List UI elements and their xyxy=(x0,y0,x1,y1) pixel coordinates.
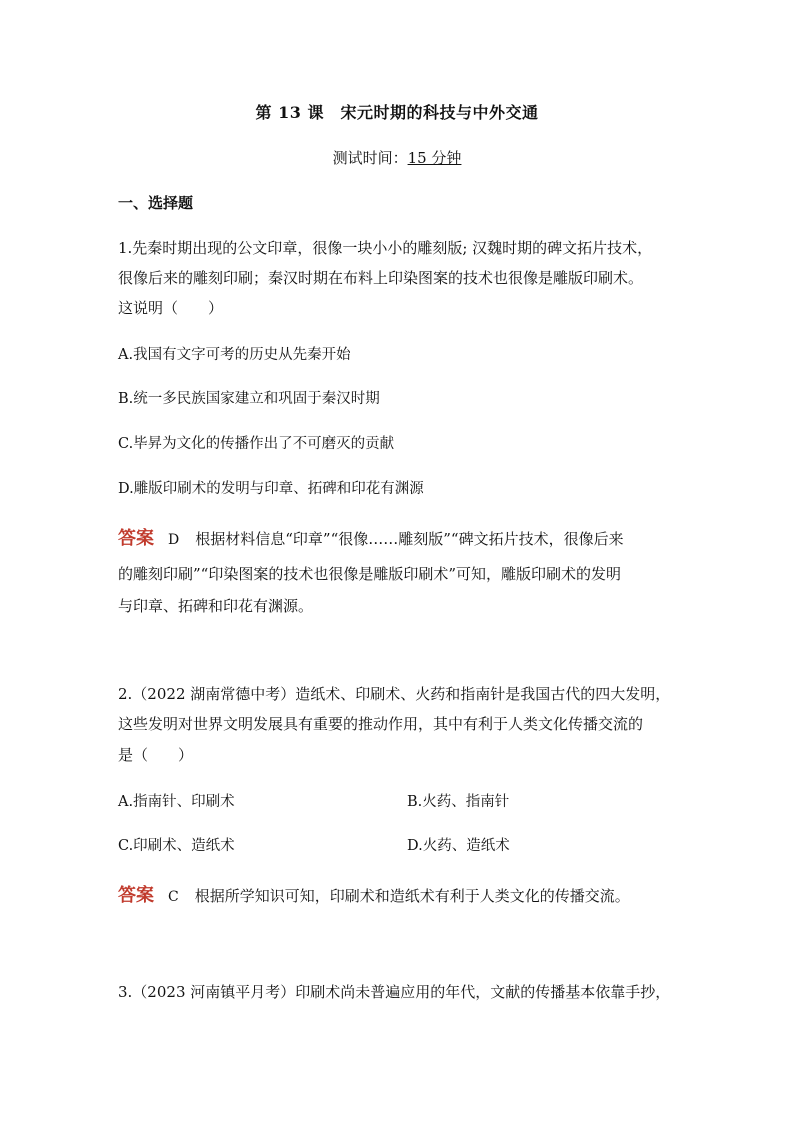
q3-line-1: 3.（2023 河南镇平月考）印刷术尚未普遍应用的年代，文献的传播基本依靠手抄， xyxy=(118,983,671,1001)
q1-option-d: D.雕版印刷术的发明与印章、拓碑和印花有渊源 xyxy=(118,481,424,497)
q1-answer-label: 答案 xyxy=(118,528,154,549)
q2-option-a: A.指南针、印刷术 xyxy=(118,794,235,810)
test-time xyxy=(0,147,794,168)
q1-line-1: 1.先秦时期出现的公文印章，很像一块小小的雕刻版; 汉魏时期的碑文拓片技术， xyxy=(118,239,653,257)
q2-option-d: D.火药、造纸术 xyxy=(407,838,510,854)
q1-option-b: B.统一多民族国家建立和巩固于秦汉时期 xyxy=(118,391,380,407)
q2-line-2: 这些发明对世界文明发展具有重要的推动作用，其中有利于人类文化传播交流的 xyxy=(118,715,644,733)
test-time-value: 15 分钟 xyxy=(407,149,462,167)
q2-answer xyxy=(118,881,630,907)
q1-answer-line-2: 的雕刻印刷”“印染图案的技术也很像是雕版印刷术”可知，雕版印刷术的发明 xyxy=(118,565,622,583)
q1-option-c: C.毕昇为文化的传播作出了不可磨灭的贡献 xyxy=(118,436,395,452)
q1-line-3: 这说明（ ） xyxy=(118,299,224,317)
q1-line-2: 很像后来的雕刻印刷；秦汉时期在布料上印染图案的技术也很像是雕版印刷术。 xyxy=(118,269,644,287)
q1-answer xyxy=(118,524,624,550)
q1-answer-line-3: 与印章、拓碑和印花有渊源。 xyxy=(118,597,314,615)
q2-line-1: 2.（2022 湖南常德中考）造纸术、印刷术、火药和指南针是我国古代的四大发明， xyxy=(118,685,671,703)
q1-answer-letter: D xyxy=(168,532,180,548)
q1-option-a: A.我国有文字可考的历史从先秦开始 xyxy=(118,347,351,363)
q2-answer-text-1: 根据所学知识可知，印刷术和造纸术有利于人类文化的传播交流。 xyxy=(194,887,630,905)
q1-answer-text-1: 根据材料信息“印章”“很像……雕刻版”“碑文拓片技术，很像后来 xyxy=(195,530,624,548)
lesson-title: 第 13 课 宋元时期的科技与中外交通 xyxy=(255,103,539,122)
section-title: 一、选择题 xyxy=(118,194,194,212)
q2-answer-letter: C xyxy=(168,889,179,905)
q2-answer-label: 答案 xyxy=(118,885,154,906)
test-time-label: 测试时间： xyxy=(332,149,408,167)
q2-option-c: C.印刷术、造纸术 xyxy=(118,838,235,854)
q2-option-b: B.火药、指南针 xyxy=(407,794,510,810)
q2-line-3: 是（ ） xyxy=(118,746,194,764)
